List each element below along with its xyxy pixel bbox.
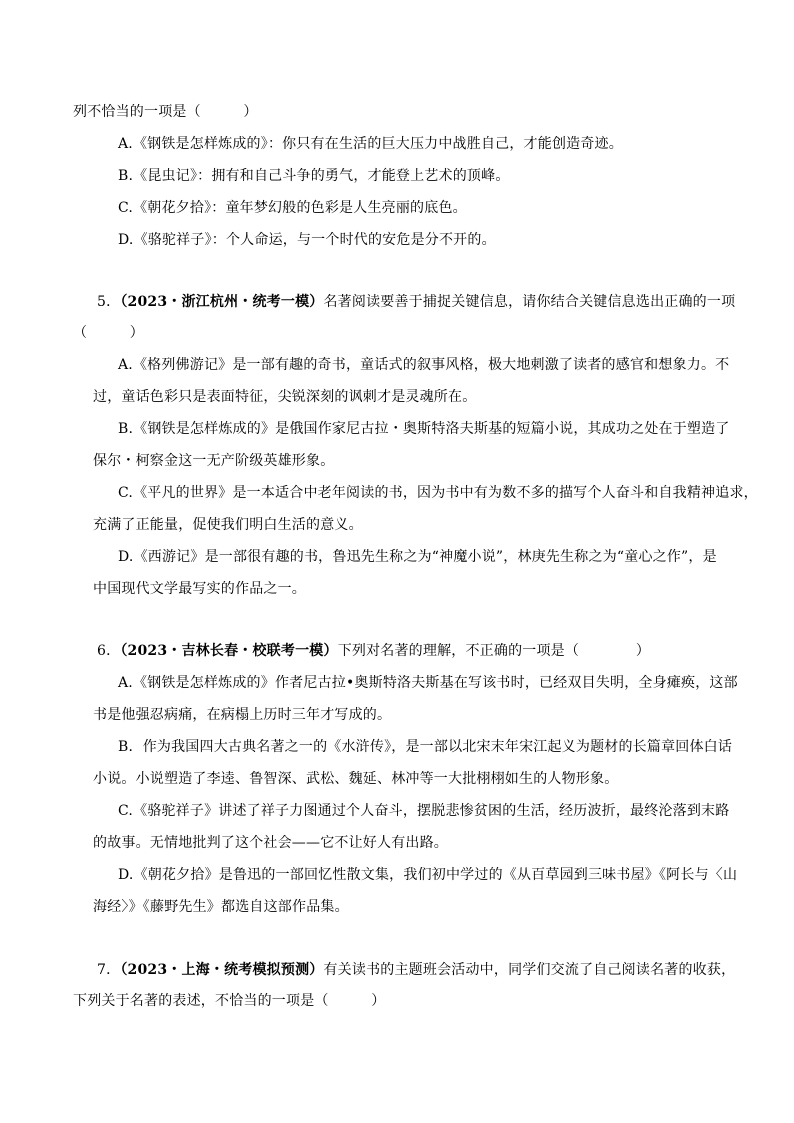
q7-source: （2023・上海・统考模拟预测） <box>120 962 324 978</box>
q6-option-c-line2: 的故事。无情地批判了这个社会——它不让好人有出路。 <box>93 835 448 851</box>
q4-option-c: C.《朝花夕拾》：童年梦幻般的色彩是人生亮丽的底色。 <box>118 200 467 216</box>
q5-stem <box>97 292 735 312</box>
q4-option-d: D.《骆驼祥子》：个人命运，与一个时代的安危是分不开的。 <box>118 232 496 248</box>
q5-option-a-line1: A.《格列佛游记》是一部有趣的奇书，童话式的叙事风格，极大地刺激了读者的感官和想象力。不 <box>118 357 730 373</box>
q7-stem-line1: 有关读书的主题班会活动中，同学们交流了自己阅读名著的收获， <box>323 962 736 978</box>
q6-stem <box>97 641 650 661</box>
q6-option-d-line1: D.《朝花夕拾》是鲁迅的一部回忆性散文集，我们初中学过的《从百草园到三味书屋》《阿长与〈山 <box>118 867 738 883</box>
q6-option-d-line2: 海经〉》《藤野先生》都选自这部作品集。 <box>93 899 349 915</box>
q4-stem-tail: 列不恰当的一项是（ ） <box>73 104 258 120</box>
q6-source: （2023・吉林长春・校联考一模） <box>120 643 338 659</box>
q6-option-c-line1: C.《骆驼祥子》讲述了祥子力图通过个人奋斗，摆脱悲惨贫困的生活，经历波折，最终沦落到末路 <box>118 803 730 819</box>
q6-option-b-line2: 小说。小说塑造了李逵、鲁智深、武松、魏延、林冲等一大批栩栩如生的人物形象。 <box>93 771 619 787</box>
q5-stem-line2: （ ） <box>73 325 144 341</box>
q6-option-a-line1: A.《钢铁是怎样炼成的》作者尼古拉•奥斯特洛夫斯基在写该书时，已经双目失明，全身瘫痪，这部 <box>118 675 738 691</box>
q5-option-d-line2: 中国现代文学最写实的作品之一。 <box>93 581 306 597</box>
q4-option-a: A.《钢铁是怎样炼成的》：你只有在生活的巨大压力中战胜自己，才能创造奇迹。 <box>118 136 623 152</box>
q4-option-b: B.《昆虫记》：拥有和自己斗争的勇气，才能登上艺术的顶峰。 <box>118 168 510 184</box>
q5-option-b-line2: 保尔・柯察金这一无产阶级英雄形象。 <box>93 453 335 469</box>
q5-option-c-line1: C.《平凡的世界》是一本适合中老年阅读的书，因为书中有为数不多的描写个人奋斗和自我精神追求， <box>118 485 758 501</box>
q5-number: 5． <box>97 294 121 310</box>
q6-option-a-line2: 书是他强忍病痛，在病榻上历时三年才写成的。 <box>93 707 392 723</box>
q5-option-b-line1: B.《钢铁是怎样炼成的》是俄国作家尼古拉・奥斯特洛夫斯基的短篇小说，其成功之处在于塑造了 <box>118 421 730 437</box>
q7-number: 7． <box>97 962 121 978</box>
q7-stem <box>97 960 735 980</box>
q6-number: 6． <box>97 643 121 659</box>
q6-option-b-line1: B．作为我国四大古典名著之一的《水浒传》，是一部以北宋末年宋江起义为题材的长篇章回体白话 <box>118 739 733 755</box>
q5-source: （2023・浙江杭州・统考一模） <box>120 294 324 310</box>
q5-option-d-line1: D.《西游记》是一部很有趣的书，鲁迅先生称之为“神魔小说”，林庚先生称之为“童心之作”，是 <box>118 549 717 565</box>
q5-option-a-line2: 过，童话色彩只是表面特征，尖锐深刻的讽刺才是灵魂所在。 <box>93 389 477 405</box>
q7-stem-line2: 下列关于名著的表述，不恰当的一项是（ ） <box>73 993 386 1009</box>
q6-stem-text: 下列对名著的理解，不正确的一项是（ ） <box>337 643 651 659</box>
q5-stem-line1: 名著阅读要善于捕捉关键信息，请你结合关键信息选出正确的一项 <box>323 294 736 310</box>
q5-option-c-line2: 充满了正能量，促使我们明白生活的意义。 <box>93 517 363 533</box>
